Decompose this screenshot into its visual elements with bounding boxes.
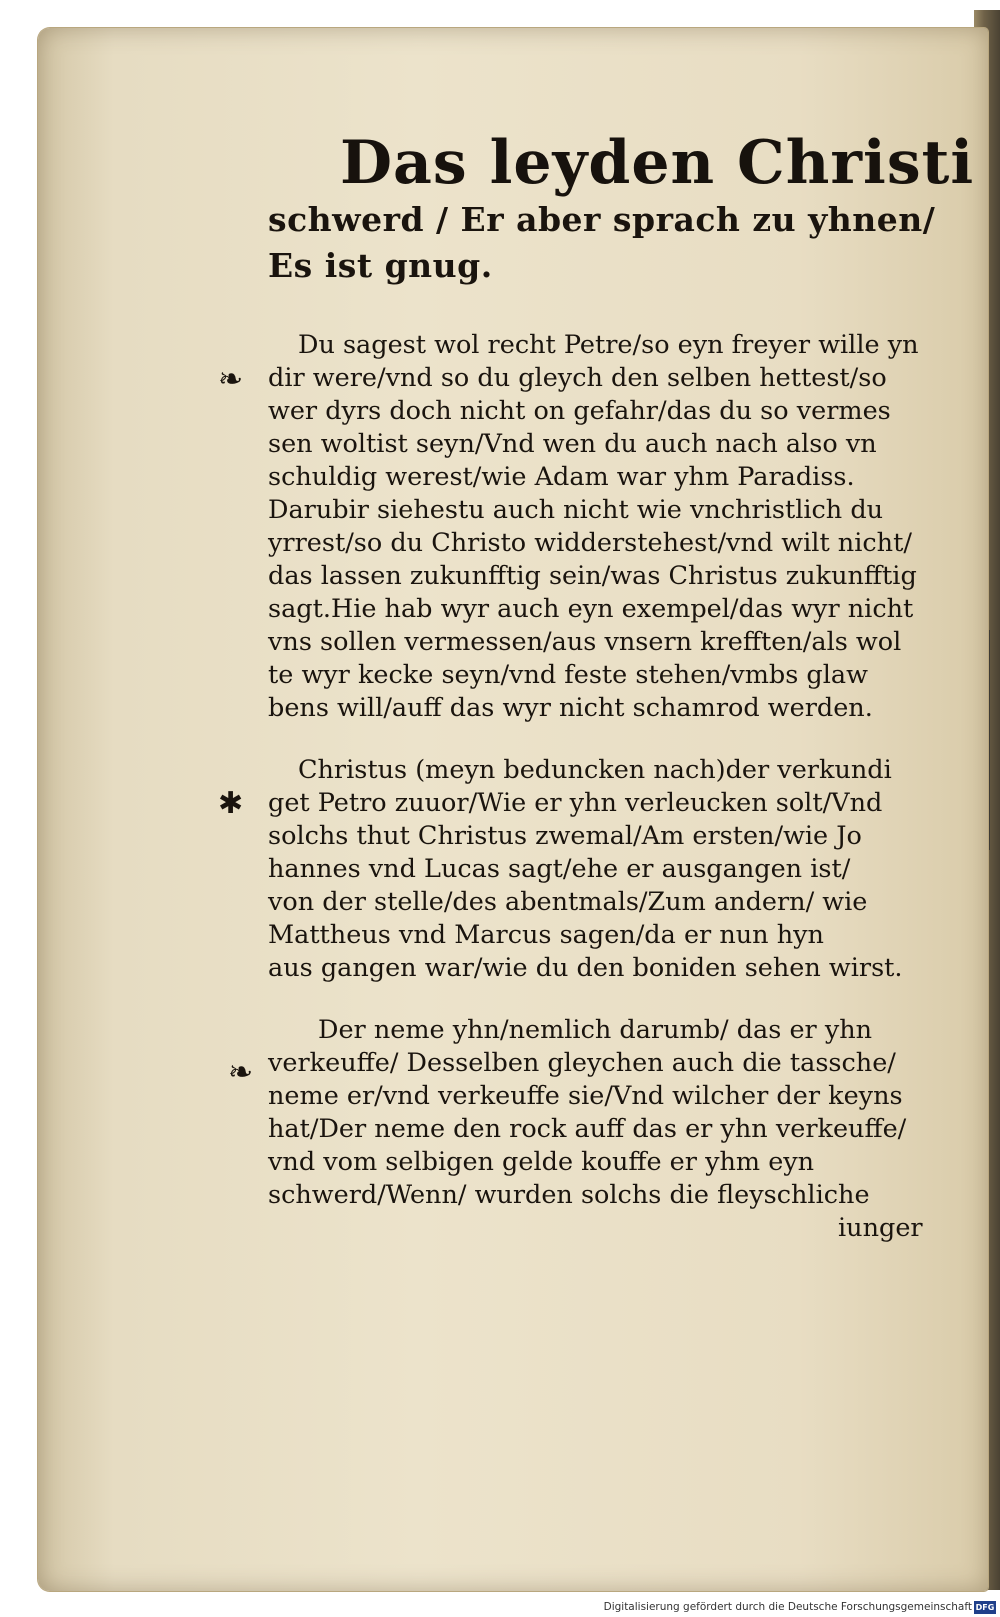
- paragraph3-line: verkeuffe/ Desselben gleychen auch die tassche/: [268, 1048, 896, 1078]
- paragraph1-line: Darubir siehestu auch nicht wie vnchristlich du: [268, 495, 884, 525]
- paragraph1-line: schuldig werest/wie Adam war yhm Paradiss.: [268, 462, 855, 492]
- paragraph1-line: Du sagest wol recht Petre/so eyn freyer wille yn: [298, 330, 919, 360]
- paragraph2-line: hannes vnd Lucas sagt/ehe er ausgangen ist/: [268, 854, 851, 884]
- paragraph1-line: sagt.Hie hab wyr auch eyn exempel/das wyr nicht: [268, 594, 914, 624]
- intro-line: Es ist gnug.: [268, 246, 493, 285]
- footer-credit: Digitalisierung gefördert durch die Deutsche Forschungsgemeinschaft: [603, 1601, 972, 1613]
- paragraph3-line: hat/Der neme den rock auff das er yhn verkeuffe/: [268, 1114, 907, 1144]
- margin-mark-icon: ❧: [228, 1055, 254, 1090]
- paragraph1-line: yrrest/so du Christo widderstehest/vnd wilt nicht/: [268, 528, 912, 558]
- paragraph2-line: aus gangen war/wie du den boniden sehen wirst.: [268, 953, 903, 983]
- paragraph2-line: get Petro zuuor/Wie er yhn verleucken solt/Vnd: [268, 788, 883, 818]
- paragraph3-line: schwerd/Wenn/ wurden solchs die fleyschliche: [268, 1180, 870, 1210]
- catchword: iunger: [838, 1213, 923, 1243]
- paragraph3-line: Der neme yhn/nemlich darumb/ das er yhn: [318, 1015, 873, 1045]
- paragraph2-line: Christus (meyn beduncken nach)der verkundi: [298, 755, 892, 785]
- paragraph1-line: vns sollen vermessen/aus vnsern krefften/als wol: [268, 627, 902, 657]
- intro-line: schwerd / Er aber sprach zu yhnen/: [268, 200, 936, 239]
- paragraph1-line: das lassen zukunfftig sein/was Christus zukunfftig: [268, 561, 917, 591]
- paragraph2-line: Mattheus vnd Marcus sagen/da er nun hyn: [268, 920, 824, 950]
- margin-mark-icon: ❧: [218, 362, 244, 397]
- margin-asterisk-icon: ✱: [218, 786, 244, 821]
- paragraph3-line: neme er/vnd verkeuffe sie/Vnd wilcher der keyns: [268, 1081, 903, 1111]
- paragraph1-line: te wyr kecke seyn/vnd feste stehen/vmbs glaw: [268, 660, 868, 690]
- paragraph1-line: sen woltist seyn/Vnd wen du auch nach also vn: [268, 429, 877, 459]
- paragraph3-line: vnd vom selbigen gelde kouffe er yhm eyn: [268, 1147, 815, 1177]
- paragraph1-line: dir were/vnd so du gleych den selben hettest/so: [268, 363, 887, 393]
- paragraph1-line: bens will/auff das wyr nicht schamrod werden.: [268, 693, 873, 723]
- paragraph2-line: solchs thut Christus zwemal/Am ersten/wie Jo: [268, 821, 862, 851]
- paragraph2-line: von der stelle/des abentmals/Zum andern/ wie: [268, 887, 868, 917]
- paragraph1-line: wer dyrs doch nicht on gefahr/das du so vermes: [268, 396, 891, 426]
- dfg-logo: DFG: [975, 1603, 995, 1612]
- page-header: Das leyden Christi: [340, 128, 975, 198]
